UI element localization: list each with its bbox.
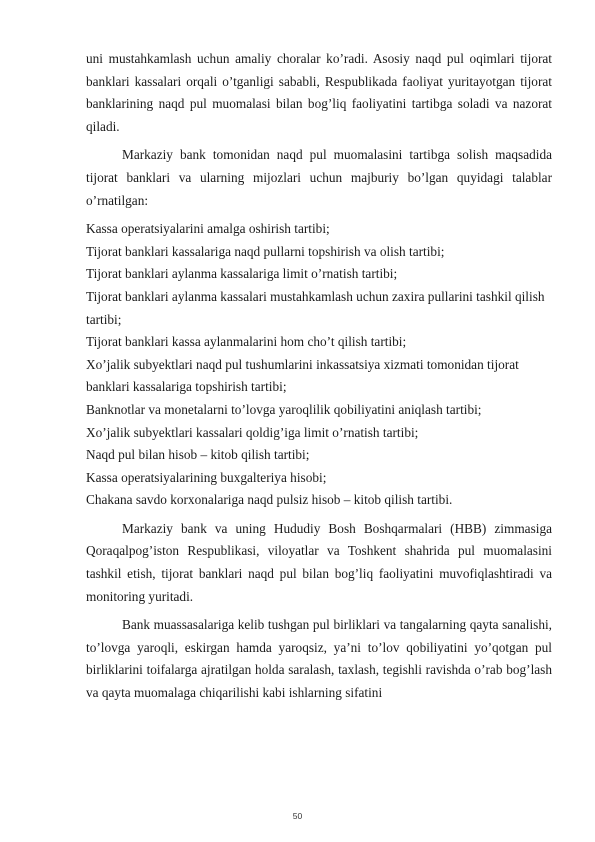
requirements-list: [86, 218, 552, 512]
list-item: Tijorat banklari aylanma kassalari mustahkamlash uchun zaxira pullarini tashkil qilish tartibi;: [86, 288, 545, 327]
document-page: [86, 48, 552, 711]
page-number: 50: [292, 811, 303, 821]
list-item: Tijorat banklari kassalariga naqd pullarni topshirish va olish tartibi;: [86, 243, 445, 259]
list-item: Xo’jalik subyektlari naqd pul tushumlarini inkassatsiya xizmati tomonidan tijorat banklari kassalariga topshirish tartibi;: [86, 356, 519, 395]
paragraph-3: Markaziy bank va uning Hududiy Bosh Boshqarmalari (HBB) zimmasiga Qoraqalpog’iston Respublikasi, viloyatlar va Toshkent shahrida pul muomalasini tashkil etish, tijorat banklari naqd pul bilan bog’liq faoliyatini muvofiqlashtiradi va monitoring yuritadi.: [86, 520, 552, 604]
paragraph-4: Bank muassasalariga kelib tushgan pul birliklari va tangalarning qayta sanalishi, to’lovga yaroqli, eskirgan hamda yaroqsiz, ya’ni to’lov qobiliyatini yo’qotgan pul birliklarini toifalarga ajratilgan holda saralash, taxlash, tegishli ravishda o’rab bog’lash va qayta muomalaga chiqarilishi kabi ishlarning sifatini: [86, 617, 552, 701]
list-item: Tijorat banklari aylanma kassalariga limit o’rnatish tartibi;: [86, 266, 398, 282]
paragraph-2: Markaziy bank tomonidan naqd pul muomalasini tartibga solish maqsadida tijorat banklari va ularning mijozlari uchun majburiy bo’lgan quyidagi talablar o’rnatilgan:: [86, 147, 552, 208]
list-item: Naqd pul bilan hisob – kitob qilish tartibi;: [86, 447, 310, 463]
list-item: Banknotlar va monetalarni to’lovga yaroqlilik qobiliyatini aniqlash tartibi;: [86, 401, 482, 417]
list-item: Xo’jalik subyektlari kassalari qoldig’iga limit o’rnatish tartibi;: [86, 424, 419, 440]
paragraph-1: uni mustahkamlash uchun amaliy choralar ko’radi. Asosiy naqd pul oqimlari tijorat banklari kassalari orqali o’tganligi sababli, Respublikada faoliyat yuritayotgan tijorat banklarining naqd pul muomalasi bilan bog’liq faoliyatini tartibga soladi va nazorat qiladi.: [86, 51, 552, 134]
list-item: Tijorat banklari kassa aylanmalarini hom cho’t qilish tartibi;: [86, 334, 407, 350]
list-item: Kassa operatsiyalarining buxgalteriya hisobi;: [86, 469, 327, 485]
list-item: Kassa operatsiyalarini amalga oshirish tartibi;: [86, 221, 330, 237]
list-item: Chakana savdo korxonalariga naqd pulsiz hisob – kitob qilish tartibi.: [86, 492, 453, 508]
